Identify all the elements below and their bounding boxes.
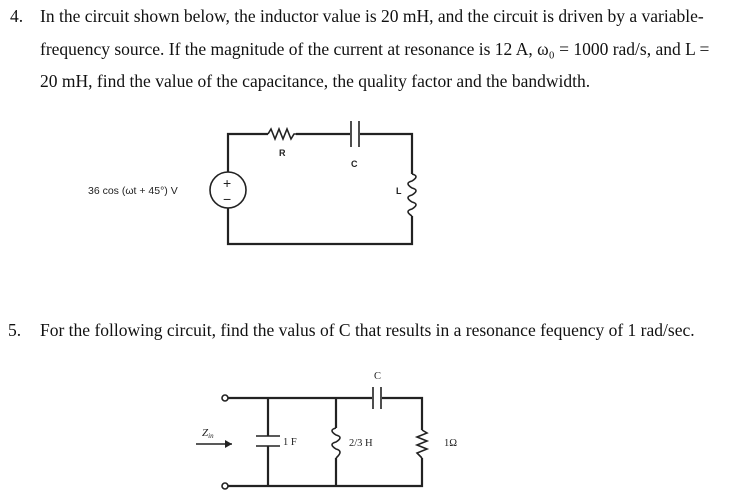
- source-minus-sign: −: [223, 191, 232, 207]
- resistor-1-ohm: [417, 430, 427, 458]
- input-terminal-top: [222, 395, 228, 401]
- capacitor-label: C: [351, 159, 358, 169]
- source-label: 36 cos (ωt + 45°) V: [88, 185, 178, 197]
- capacitor-1f: [256, 436, 280, 446]
- question-5-number: 5.: [8, 320, 22, 340]
- zin-arrow-icon: [196, 440, 232, 448]
- zin-label: Zin: [202, 427, 214, 440]
- question-4-line-2: frequency source. If the magnitude of the current at resonance is 12 A, ω₀ = 1000 rad/s, and L =: [40, 39, 710, 59]
- q5-wires: [228, 398, 422, 486]
- question-4-line-3: 20 mH, find the value of the capacitance, the quality factor and the bandwidth.: [40, 71, 591, 91]
- question-4-line-1: In the circuit shown below, the inductor value is 20 mH, and the circuit is driven by a variable-: [40, 6, 704, 26]
- inductor-2-3h: [332, 428, 340, 458]
- inductor-label-q5: 2/3 H: [349, 438, 373, 449]
- capacitor-series-c: [373, 387, 381, 409]
- capacitor-1f-label: 1 F: [283, 437, 297, 448]
- question-4-number: 4.: [10, 6, 24, 26]
- question-5-text: For the following circuit, find the valus of C that results in a resonance fequency of 1 rad/sec.: [40, 320, 695, 340]
- resistor-label: R: [279, 148, 286, 158]
- input-terminal-bottom: [222, 483, 228, 489]
- resistor-label-q5: 1Ω: [444, 438, 458, 449]
- inductor-label: L: [396, 186, 402, 196]
- capacitor-series-label: C: [374, 371, 382, 382]
- source-plus-sign: +: [223, 175, 232, 191]
